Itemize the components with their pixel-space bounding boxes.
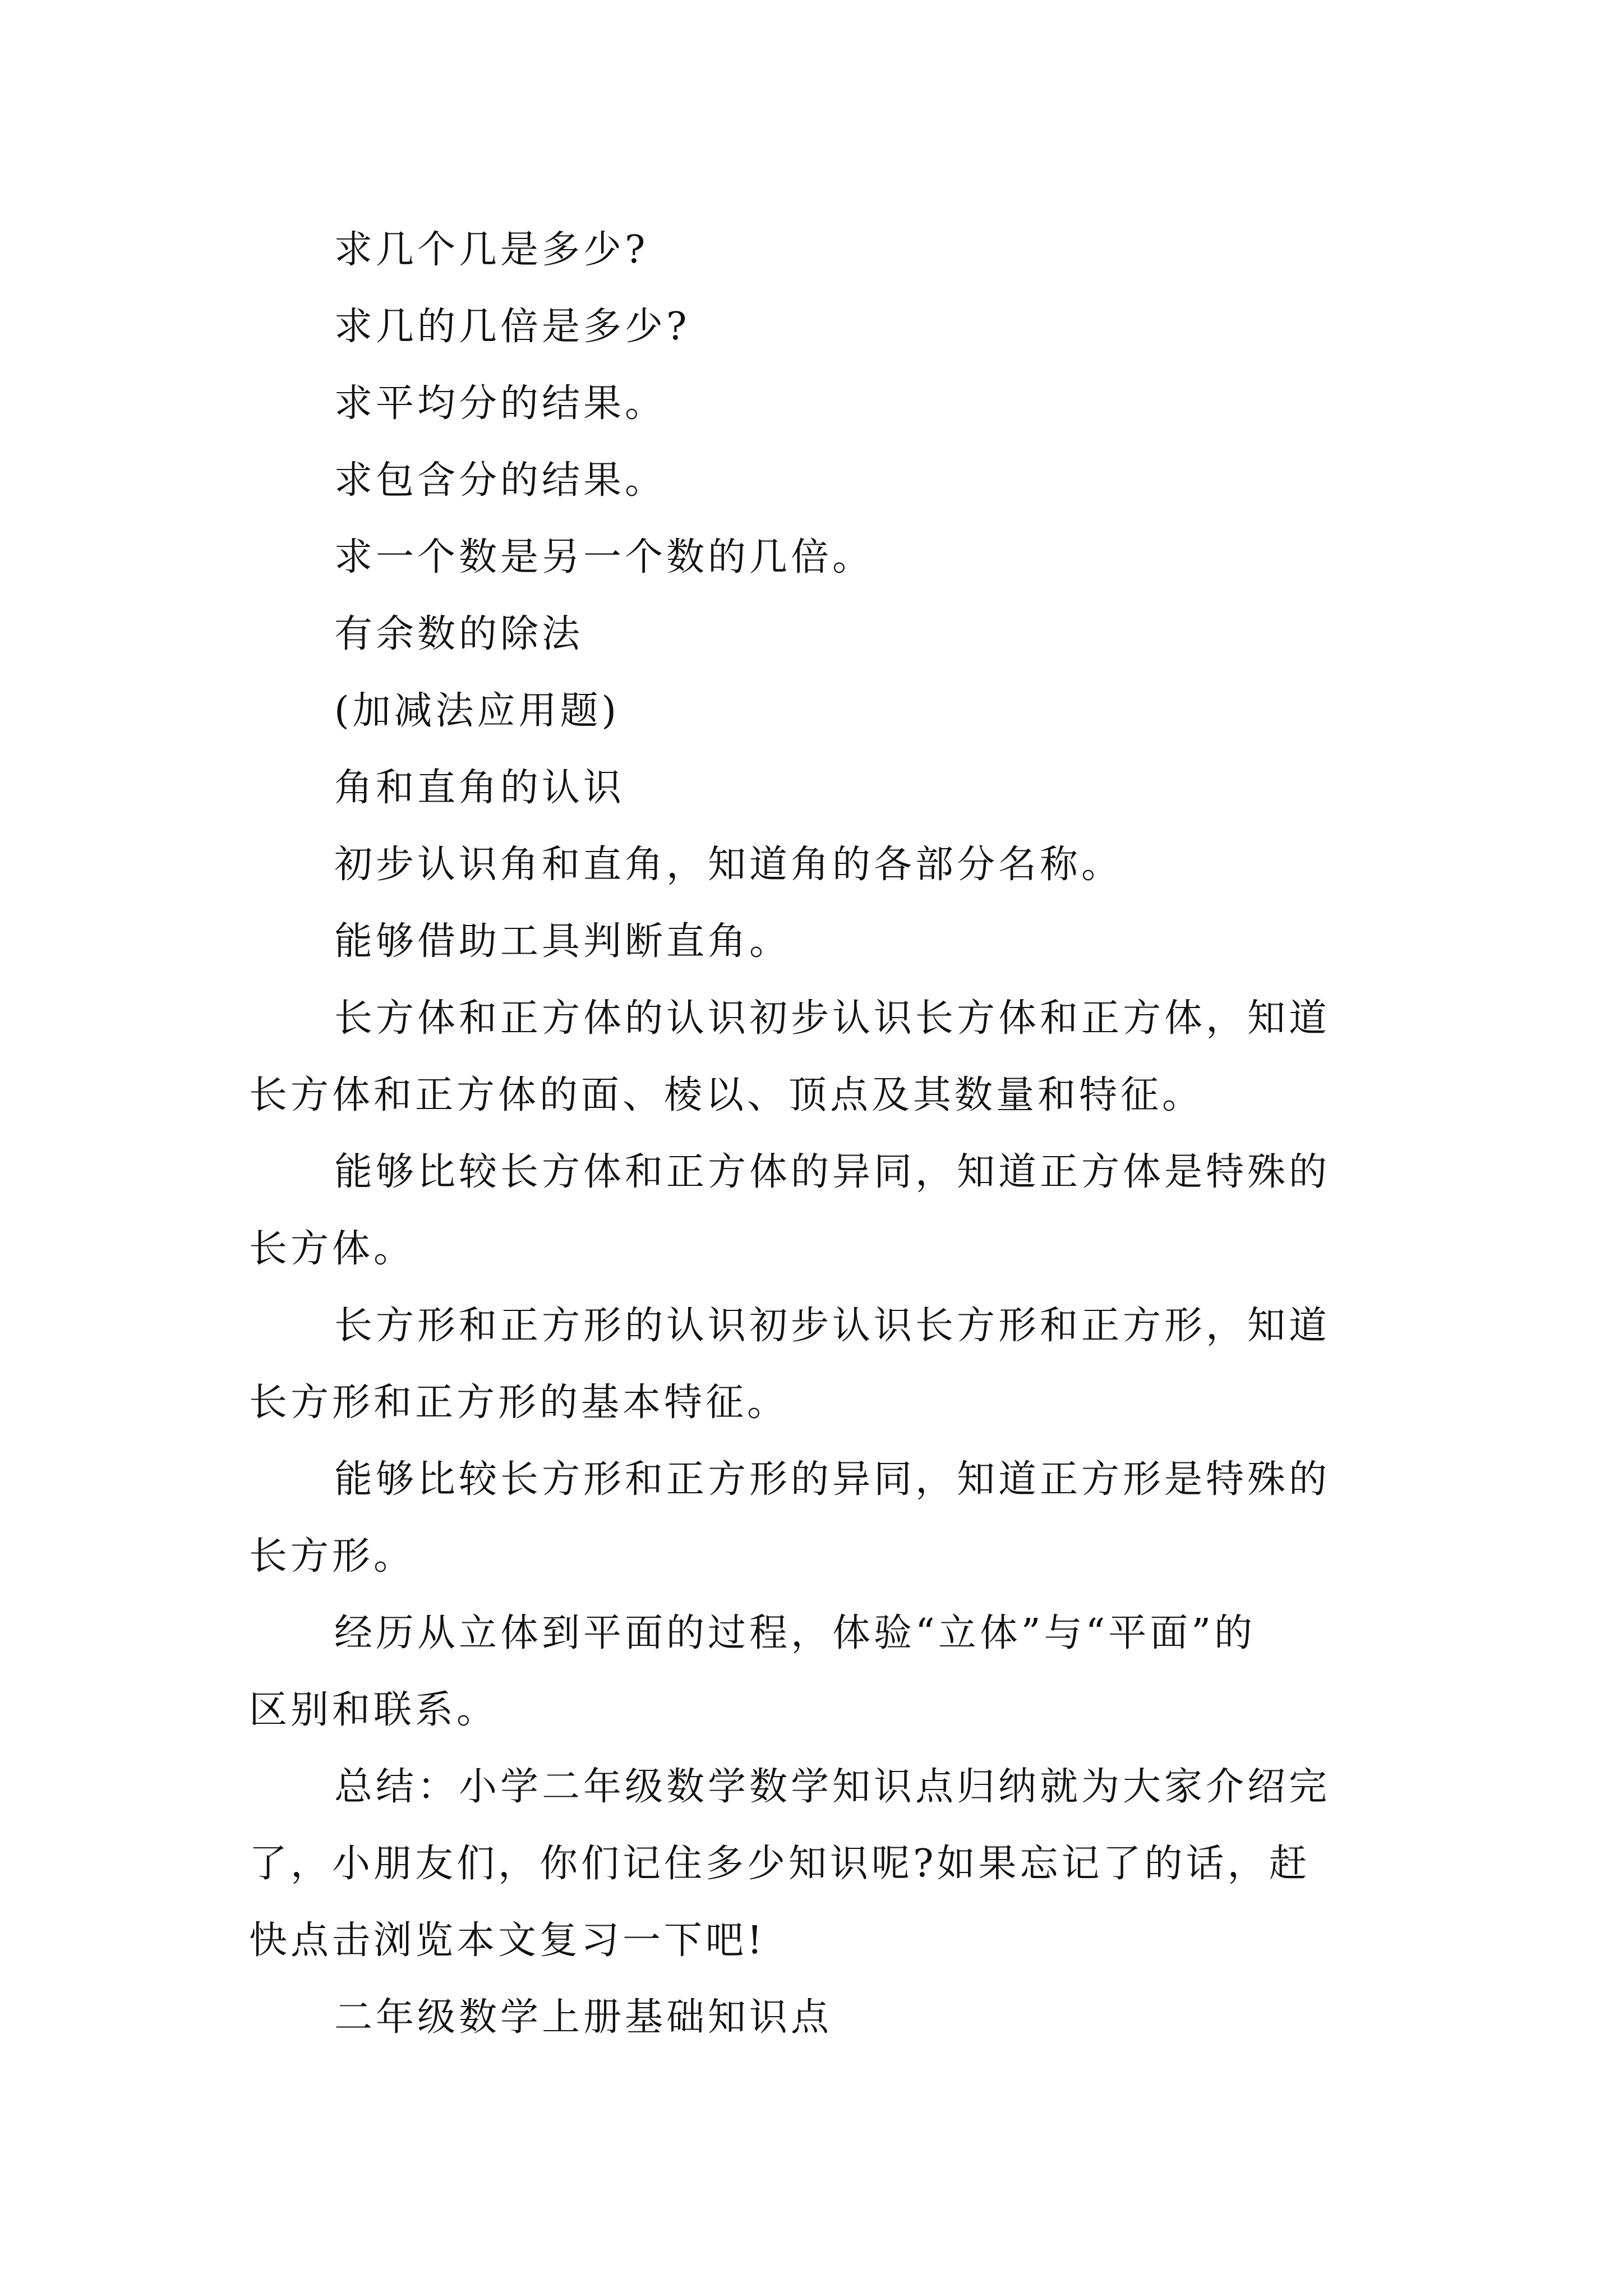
- section-heading: 二年级数学上册基础知识点: [334, 1995, 833, 2040]
- summary-paragraph: 总结：小学二年级数学数学知识点归纳就为大家介绍完 了，小朋友们，你们记住多少知识呢?如果忘记了的话，赶 快点击浏览本文复习一下吧!: [249, 1765, 1331, 1963]
- paragraph: 能够比较长方形和正方形的异同，知道正方形是特殊的 长方形。: [249, 1457, 1331, 1579]
- section-heading: 角和直角的认识: [334, 766, 625, 810]
- paragraph: 求包含分的结果。: [334, 458, 667, 503]
- paragraph: 求几个几是多少?: [334, 228, 649, 272]
- paragraph: 求几的几倍是多少?: [334, 305, 690, 349]
- paragraph: 初步认识角和直角，知道角的各部分名称。: [334, 843, 1123, 887]
- paragraph: 能够借助工具判断直角。: [334, 919, 791, 964]
- paragraph: 长方形和正方形的认识初步认识长方形和正方形，知道 长方形和正方形的基本特征。: [249, 1304, 1331, 1425]
- section-heading: (加减法应用题): [334, 689, 620, 733]
- paragraph: 长方体和正方体的认识初步认识长方体和正方体，知道 长方体和正方体的面、棱以、顶点及其数量和特征。: [249, 996, 1331, 1117]
- paragraph: 经历从立体到平面的过程，体验“立体”与“平面”的 区别和联系。: [249, 1611, 1256, 1732]
- section-heading: 有余数的除法: [334, 612, 584, 656]
- document-body: [249, 211, 1387, 2056]
- paragraph: 求平均分的结果。: [334, 381, 667, 426]
- paragraph: 能够比较长方体和正方体的异同，知道正方体是特殊的 长方体。: [249, 1150, 1331, 1271]
- paragraph: 求一个数是另一个数的几倍。: [334, 535, 874, 579]
